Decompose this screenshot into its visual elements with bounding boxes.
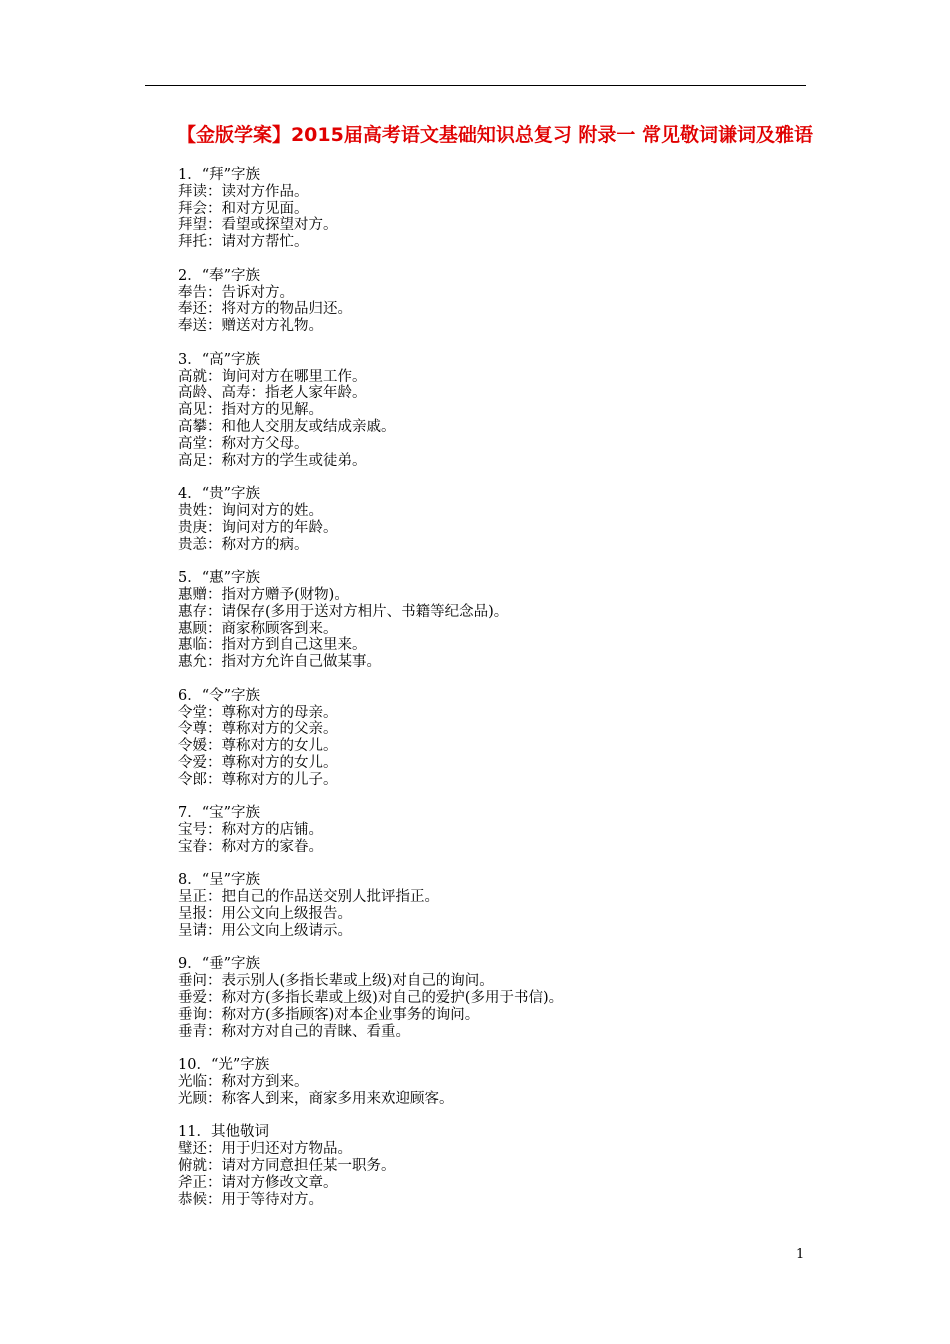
entry: 恭候：用于等待对方。	[178, 1191, 323, 1208]
entry: 拜读：读对方作品。	[178, 183, 309, 200]
section-heading: 5．“惠”字族	[178, 570, 261, 587]
entry: 奉告：告诉对方。	[178, 284, 294, 301]
document-title: 【金版学案】2015届高考语文基础知识总复习 附录一 常见敬词谦词及雅语	[176, 124, 814, 146]
header-rule	[145, 85, 806, 86]
entry: 拜托：请对方帮忙。	[178, 234, 309, 251]
entry: 宝号：称对方的店铺。	[178, 822, 323, 839]
entry: 高龄、高寿：指老人家年龄。	[178, 385, 367, 402]
entry: 垂询：称对方(多指顾客)对本企业事务的询问。	[178, 1006, 480, 1023]
entry: 贵姓：询问对方的姓。	[178, 502, 323, 519]
entry: 呈正：把自己的作品送交别人批评指正。	[178, 889, 439, 906]
section-cheng	[178, 872, 818, 939]
entry: 高堂：称对方父母。	[178, 435, 309, 452]
section-heading: 10．“光”字族	[178, 1057, 270, 1074]
entry: 奉还：将对方的物品归还。	[178, 301, 352, 318]
entry: 贵庚：询问对方的年龄。	[178, 519, 338, 536]
section-guang	[178, 1057, 818, 1107]
section-heading: 11．其他敬词	[178, 1124, 269, 1141]
section-heading: 1．“拜”字族	[178, 167, 261, 183]
entry: 俯就：请对方同意担任某一职务。	[178, 1158, 396, 1175]
entry: 令堂：尊称对方的母亲。	[178, 704, 338, 721]
entry: 呈报：用公文向上级报告。	[178, 906, 352, 923]
entry: 令爱：尊称对方的女儿。	[178, 754, 338, 771]
entry: 惠临：指对方到自己这里来。	[178, 637, 367, 654]
section-heading: 3．“高”字族	[178, 351, 261, 368]
entry: 拜望：看望或探望对方。	[178, 217, 338, 234]
section-ling	[178, 688, 818, 789]
section-heading: 7．“宝”字族	[178, 805, 261, 822]
entry: 高攀：和他人交朋友或结成亲戚。	[178, 418, 396, 435]
entry: 惠允：指对方允许自己做某事。	[178, 654, 381, 671]
section-chui	[178, 956, 818, 1040]
entry: 垂青：称对方对自己的青睐、看重。	[178, 1023, 410, 1040]
entry: 惠存：请保存(多用于送对方相片、书籍等纪念品)。	[178, 603, 509, 620]
section-gao	[178, 352, 818, 470]
section-bao	[178, 805, 818, 855]
page-number: 1	[796, 1247, 805, 1262]
entry: 光临：称对方到来。	[178, 1074, 309, 1091]
entry: 光顾：称客人到来，商家多用来欢迎顾客。	[178, 1090, 454, 1107]
entry: 高足：称对方的学生或徒弟。	[178, 452, 367, 469]
entry: 垂爱：称对方(多指长辈或上级)对自己的爱护(多用于书信)。	[178, 990, 564, 1007]
section-hui	[178, 570, 818, 671]
entry: 高见：指对方的见解。	[178, 402, 323, 419]
section-heading: 8．“呈”字族	[178, 872, 261, 889]
entry: 令媛：尊称对方的女儿。	[178, 738, 338, 755]
section-feng	[178, 268, 818, 335]
section-heading: 2．“奉”字族	[178, 267, 261, 284]
section-heading: 4．“贵”字族	[178, 486, 261, 503]
section-gui	[178, 486, 818, 553]
entry: 贵恙：称对方的病。	[178, 536, 309, 553]
entry: 高就：询问对方在哪里工作。	[178, 368, 367, 385]
entry: 惠顾：商家称顾客到来。	[178, 620, 338, 637]
entry: 拜会：和对方见面。	[178, 200, 309, 217]
entry: 宝眷：称对方的家眷。	[178, 838, 323, 855]
entry: 斧正：请对方修改文章。	[178, 1174, 338, 1191]
section-other	[178, 1124, 818, 1208]
entry: 惠赠：指对方赠予(财物)。	[178, 586, 349, 603]
entry: 令尊：尊称对方的父亲。	[178, 721, 338, 738]
entry: 令郎：尊称对方的儿子。	[178, 771, 338, 788]
section-heading: 6．“令”字族	[178, 687, 261, 704]
document-body	[178, 167, 818, 1225]
section-heading: 9．“垂”字族	[178, 956, 261, 973]
entry: 璧还：用于归还对方物品。	[178, 1141, 352, 1158]
entry: 呈请：用公文向上级请示。	[178, 922, 352, 939]
entry: 垂问：表示别人(多指长辈或上级)对自己的询问。	[178, 973, 494, 990]
entry: 奉送：赠送对方礼物。	[178, 318, 323, 335]
section-bai	[178, 167, 818, 251]
